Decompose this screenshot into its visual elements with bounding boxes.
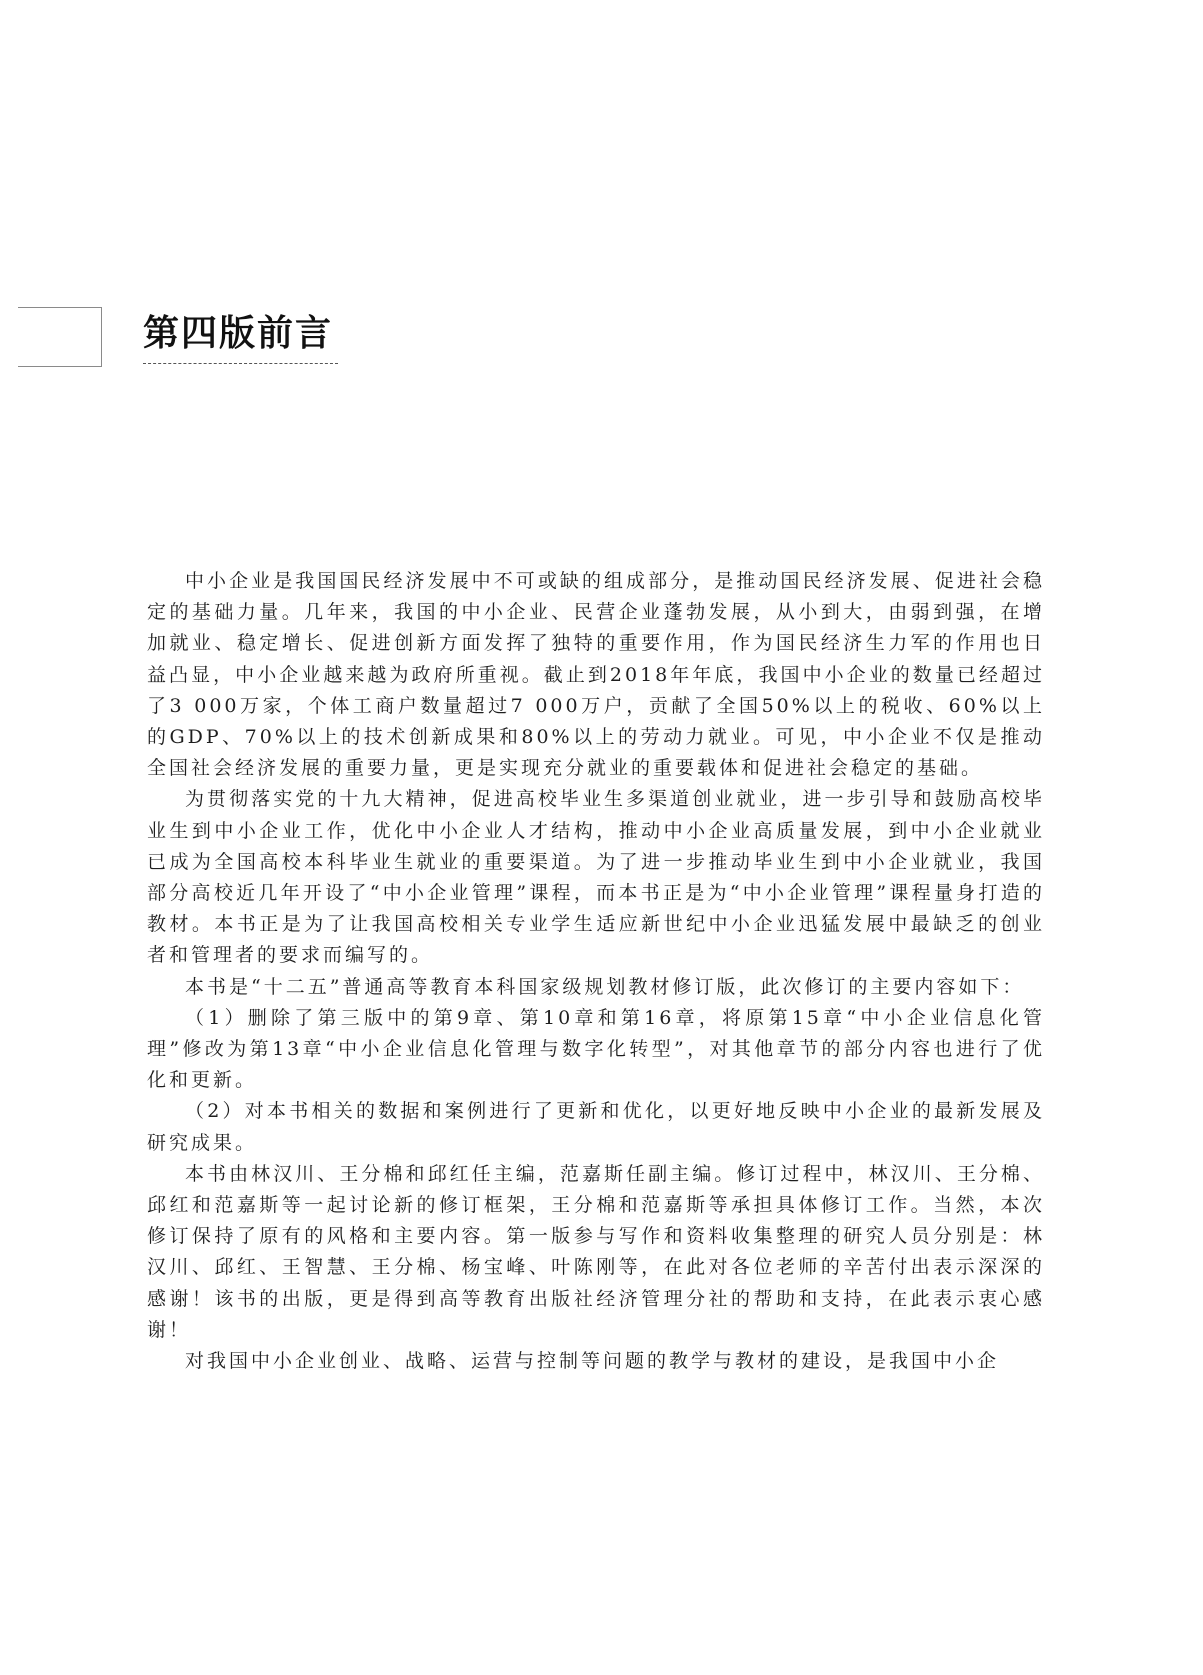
paragraph: （2）对本书相关的数据和案例进行了更新和优化，以更好地反映中小企业的最新发展及研究成果。 <box>147 1100 1045 1154</box>
paragraph: 对我国中小企业创业、战略、运营与控制等问题的教学与教材的建设，是我国中小企 <box>185 1350 1000 1373</box>
page-title: 第四版前言 <box>143 313 334 354</box>
chapter-corner-frame <box>18 307 102 367</box>
paragraph: （1）删除了第三版中的第9章、第10章和第16章，将原第15章“中小企业信息化管理”修改为第13章“中小企业信息化管理与数字化转型”，对其他章节的部分内容也进行了优化和更新。 <box>147 1006 1045 1092</box>
paragraph: 本书是“十二五”普通高等教育本科国家级规划教材修订版，此次修订的主要内容如下： <box>185 975 1025 998</box>
preface-body <box>147 566 1045 1377</box>
paragraph: 中小企业是我国国民经济发展中不可或缺的组成部分，是推动国民经济发展、促进社会稳定的基础力量。几年来，我国的中小企业、民营企业蓬勃发展，从小到大，由弱到强，在增加就业、稳定增长、促进创新方面发挥了独特的重要作用，作为国民经济生力军的作用也日益凸显，中小企业越来越为政府所重视。截止到2018年年底，我国中小企业的数量已经超过了3 000万家，个体工商户数量超过7 000万户，贡献了全国50%以上的税收、60%以上的GDP、70%以上的技术创新成果和80%以上的劳动力就业。可见，中小企业不仅是推动全国社会经济发展的重要力量，更是实现充分就业的重要载体和促进社会稳定的基础。 <box>147 570 1045 780</box>
paragraph: 本书由林汉川、王分棉和邱红任主编，范嘉斯任副主编。修订过程中，林汉川、王分棉、邱红和范嘉斯等一起讨论新的修订框架，王分棉和范嘉斯等承担具体修订工作。当然，本次修订保持了原有的风格和主要内容。第一版参与写作和资料收集整理的研究人员分别是：林汉川、邱红、王智慧、王分棉、杨宝峰、叶陈刚等，在此对各位老师的辛苦付出表示深深的感谢！该书的出版，更是得到高等教育出版社经济管理分社的帮助和支持，在此表示衷心感谢！ <box>147 1162 1045 1341</box>
paragraph: 为贯彻落实党的十九大精神，促进高校毕业生多渠道创业就业，进一步引导和鼓励高校毕业生到中小企业工作，优化中小企业人才结构，推动中小企业高质量发展，到中小企业就业已成为全国高校本科毕业生就业的重要渠道。为了进一步推动毕业生到中小企业就业，我国部分高校近几年开设了“中小企业管理”课程，而本书正是为“中小企业管理”课程量身打造的教材。本书正是为了让我国高校相关专业学生适应新世纪中小企业迅猛发展中最缺乏的创业者和管理者的要求而编写的。 <box>147 788 1045 967</box>
title-dashed-underline <box>143 363 338 364</box>
